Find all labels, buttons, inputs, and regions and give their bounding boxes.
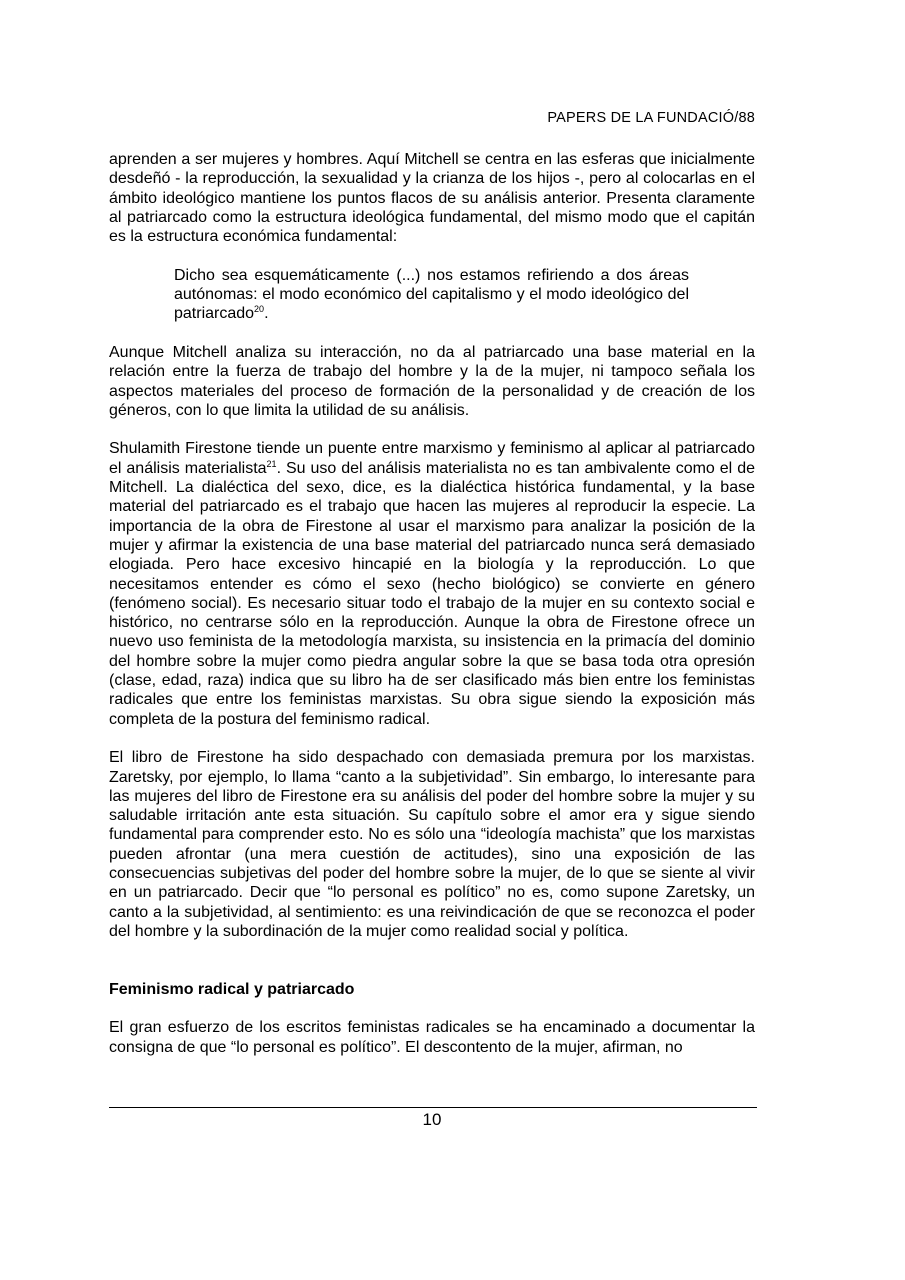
paragraph-3-start: Shulamith Firestone tiende un puente entre marxismo y feminismo al aplicar al patriarcado el análisis materialista: [109, 440, 755, 477]
paragraph-4: El libro de Firestone ha sido despachado con demasiada premura por los marxistas. Zaretsky, por ejemplo, lo llama “canto a la subjetividad”. Sin embargo, lo interesante para las mujeres del libro de Firestone era su análisis del poder del hombre sobre la mujer y su saludable irritación ante esta situación. Su capítulo sobre el amor era y sigue siendo fundamental para comprender esto. No es sólo una “ideología machista” que los marxistas pueden afrontar (una mera cuestión de actitudes), sino una exposición de las consecuencias subjetivas del poder del hombre sobre la mujer, de lo que se siente al vivir en un patriarcado. Decir que “lo personal es político” no es, como supone Zaretsky, un canto a la subjetividad, al sentimiento: es una reivindicación de que se reconozca el poder del hombre y la subordinación de la mujer como realidad social y política.: [109, 749, 755, 940]
page-number: 10: [422, 1110, 442, 1129]
section-heading: Feminismo radical y patriarcado: [109, 980, 355, 998]
paragraph-1: aprenden a ser mujeres y hombres. Aquí Mitchell se centra en las esferas que inicialmente desdeñó - la reproducción, la sexualidad y la crianza de los hijos -, pero al colocarlas en el ámbito ideológico mantiene los puntos flacos de su análisis anterior. Presenta claramente al patriarcado como la estructura ideológica fundamental, del mismo modo que el capitán es la estructura económica fundamental:: [109, 151, 755, 246]
paragraph-3: [109, 439, 755, 728]
body-text: [109, 150, 755, 1057]
footer-rule: [109, 1107, 757, 1108]
footnote-ref-21[interactable]: 21: [266, 458, 277, 469]
running-header: PAPERS DE LA FUNDACIÓ/88: [547, 110, 755, 126]
block-quote: [174, 266, 689, 324]
paragraph-3-rest: . Su uso del análisis materialista no es tan ambivalente como el de Mitchell. La dialéctica del sexo, dice, es la dialéctica histórica fundamental, y la base material del patriarcado es el trabajo que hacen las mujeres al reproducir la especie. La importancia de la obra de Firestone al usar el marxismo para analizar la posición de la mujer y afirmar la existencia de una base material del patriarcado nunca será demasiado elogiada. Pero hace excesivo hincapié en la biología y la reproducción. Lo que necesitamos entender es cómo el sexo (hecho biológico) se convierte en género (fenómeno social). Es necesario situar todo el trabajo de la mujer en su contexto social e histórico, no centrarse sólo en la reproducción. Aunque la obra de Firestone ofrece un nuevo uso feminista de la metodología marxista, su insistencia en la primacía del dominio del hombre sobre la mujer como piedra angular sobre la que se basa toda otra opresión (clase, edad, raza) indica que su libro ha de ser clasificado más bien entre los feministas radicales que entre los feministas marxistas. Su obra sigue siendo la exposición más completa de la postura del feminismo radical.: [109, 459, 755, 728]
paragraph-5: El gran esfuerzo de los escritos feministas radicales se ha encaminado a documentar la consigna de que “lo personal es político”. El descontento de la mujer, afirman, no: [109, 1019, 755, 1056]
quote-end: .: [264, 305, 269, 323]
paragraph-2: Aunque Mitchell analiza su interacción, no da al patriarcado una base material en la relación entre la fuerza de trabajo del hombre y la de la mujer, ni tampoco señala los aspectos materiales del proceso de formación de la personalidad y de creación de los géneros, con lo que limita la utilidad de su análisis.: [109, 343, 755, 419]
footnote-ref-20[interactable]: 20: [254, 304, 265, 315]
quote-text: Dicho sea esquemáticamente (...) nos estamos refiriendo a dos áreas autónomas: el modo económico del capitalismo y el modo ideológico del patriarcado: [174, 266, 689, 323]
